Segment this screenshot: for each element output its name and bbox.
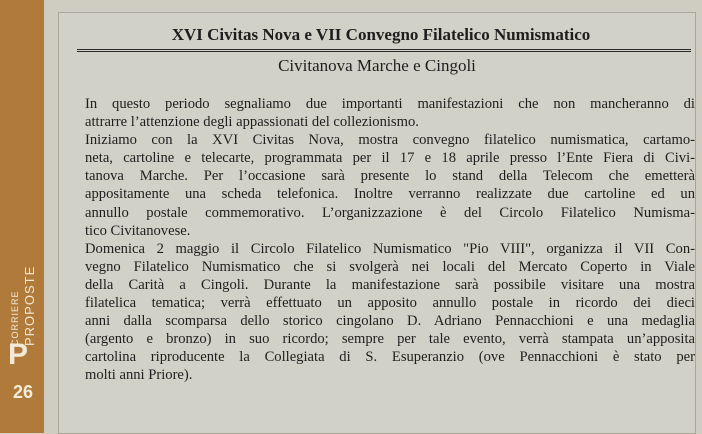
body-line: annullo postale commemorativo. L’organizzazione è del Circolo Filatelico Numisma- [85,204,695,221]
body-line: Iniziamo con la XVI Civitas Nova, mostra convegno filatelico numismatica, cartamo- [85,132,695,149]
article-title: XVI Civitas Nova e VII Convegno Filatelico Numismatico [171,25,591,44]
article-subtitle: Civitanova Marche e Cingoli [278,56,476,75]
body-line: neta, cartoline e telecarte, programmata per il 17 e 18 aprile presso l’Ente Fiera di Civi- [85,150,695,167]
body-line: attrarre l’attenzione degli appassionati del collezionismo. [85,114,419,131]
article-box [58,12,696,434]
body-line: appositamente una scheda telefonica. Inoltre verranno realizzate due cartoline ed un [85,186,695,203]
body-line: molti anni Priore). [85,367,193,384]
page-number: 26 [12,382,34,402]
body-line: Domenica 2 maggio il Circolo Filatelico Numismatico "Pio VIII", organizza il VII Con- [85,240,695,257]
body-line: vegno Filatelico Numismatico che si svolgerà nei locali del Mercato Coperto in Viale [85,258,695,275]
logo-letter: P [8,338,29,371]
body-line: anni dalla scomparsa dello storico cingolano D. Adriano Pennacchioni e una medaglia [85,313,695,330]
article-body [85,95,695,385]
page-sidebar [0,0,44,433]
body-line: (argento e bronzo) in suo ricordo; sempre per tale evento, verrà stampata un’apposita [85,331,695,348]
body-line: tico Civitanovese. [85,222,191,239]
body-line: della Carità a Cingoli. Durante la manifestazione sarà possibile visitare una mostra [85,276,695,293]
title-rule-top [77,49,691,50]
title-rule-bottom [77,51,691,52]
logo-top-text: CORRIERE [10,290,20,346]
body-line: filatelica tematica; verrà effettuato un apposito annullo postale in ricordo dei dieci [85,295,695,312]
body-line: tanova Marche. Per l’occasione sarà presente lo stand della Telecom che emetterà [85,168,695,185]
body-line: cartolina riproducente la Collegiata di S. Esuperanzio (ove Pennacchioni è stato per [85,349,695,366]
logo-bottom-text: PROPOSTE [22,265,37,346]
body-line: In questo periodo segnaliamo due importanti manifestazioni che non mancheranno di [85,96,695,112]
magazine-logo [8,265,37,371]
